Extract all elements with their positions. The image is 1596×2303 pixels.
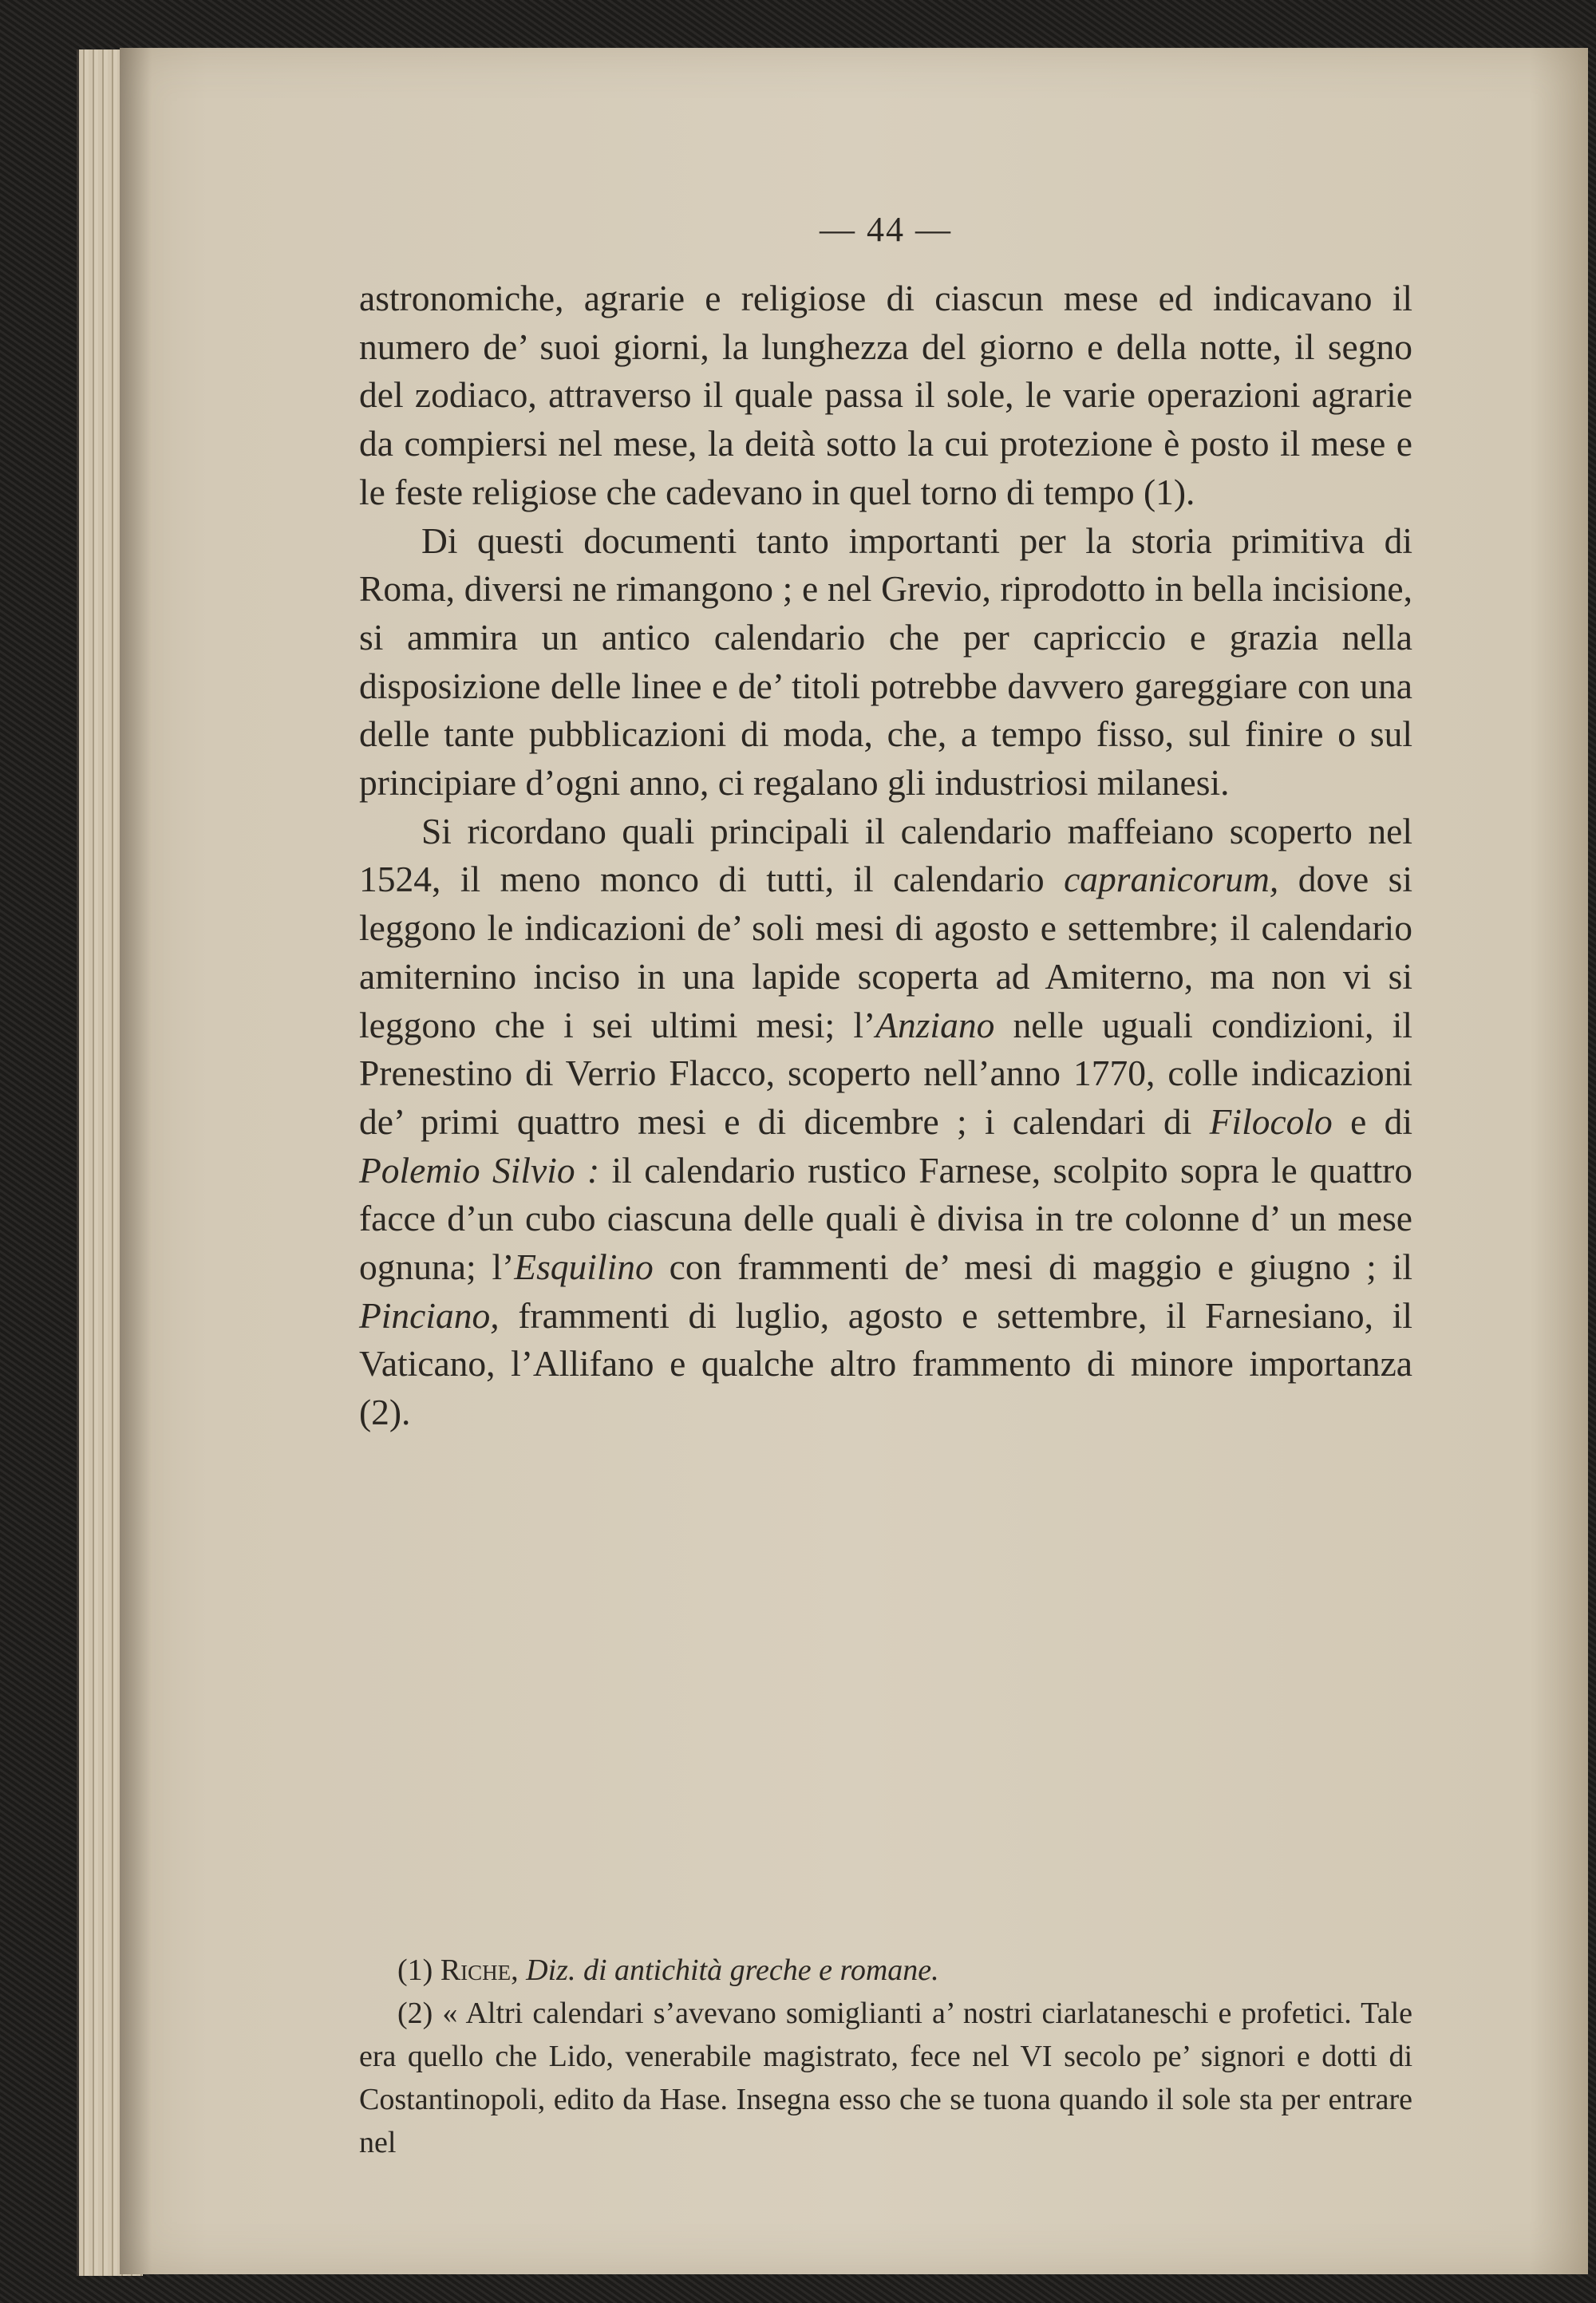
italic-anziano: Anziano: [875, 1004, 995, 1045]
paragraph-3-text-c: nelle uguali condizioni, il Prenestino di Verrio Flacco, scoperto nell’anno 1770, colle indicazioni de’ primi quattro mesi e di dicembre ; i calendari di: [359, 1004, 1412, 1142]
paragraph-3-text-f: con frammenti de’ mesi di maggio e giugno ; il: [653, 1246, 1412, 1288]
paragraph-2: Di questi documenti tanto importanti per la storia primitiva di Roma, diversi ne rimangono ; e nel Grevio, riprodotto in bella incisione, si ammira un antico calendario che per capriccio e grazia nella disposizione delle linee e de’ titoli potrebbe davvero gareggiare con una delle tante pubblicazioni di moda, che, a tempo fisso, sul finire o sul principiare d’ogni anno, ci regalano gli industriosi milanesi.: [359, 519, 1412, 804]
paragraph-3-text-e: il calendario rustico Farnese, scolpito sopra le quattro facce d’un cubo ciascuna delle quali è divisa in tre colonne d’ un mese ognuna; l’: [359, 1149, 1413, 1288]
italic-pinciano: Pinciano,: [359, 1294, 500, 1336]
italic-polemio-silvio: Polemio Silvio :: [359, 1149, 600, 1191]
body-text: [359, 275, 1412, 1437]
paragraph-3-text-d: e di: [1332, 1100, 1412, 1142]
paragraph-1: astronomiche, agrarie e religiose di ciascun mese ed indicavano il numero de’ suoi giorni, la lunghezza del giorno e della notte, il segno del zodiaco, attraverso il quale passa il sole, le varie operazioni agrarie da compiersi nel mese, la deità sotto la cui protezione è posto il mese e le feste religiose che cadevano in quel torno di tempo (1).: [359, 278, 1412, 512]
footnote-1: [359, 1949, 1412, 1992]
footnote-1-mark: (1): [397, 1953, 433, 1987]
italic-capranicorum: capranicorum,: [1064, 859, 1279, 900]
binding-shadow: [120, 48, 152, 2274]
footnote-1-title: Diz. di antichità greche e romane.: [526, 1953, 939, 1987]
paragraph-3-text-b: dove si leggono le indicazioni de’ soli mesi di agosto e settembre; il calendario amiternino inciso in una lapide scoperta ad Amiterno, ma non vi si leggono che i sei ultimi mesi; l’: [359, 859, 1412, 1045]
paragraph-3: [359, 808, 1412, 1437]
footnote-2: (2) « Altri calendari s’avevano somiglianti a’ nostri ciarlataneschi e profetici. Tale era quello che Lido, venerabile magistrato, fece nel VI secolo pe’ signori e dotti di Costantinopoli, edito da Hase. Insegna esso che se tuona quando il sole sta per entrare nel: [359, 1997, 1412, 2159]
footnotes: [359, 1949, 1412, 2164]
italic-esquilino: Esquilino: [514, 1246, 654, 1288]
paragraph-3-text-a: Si ricordano quali principali il calendario maffeiano scoperto nel 1524, il meno monco di tutti, il calendario: [359, 810, 1412, 900]
paragraph-3-text-g: frammenti di luglio, agosto e settembre, il Farnesiano, il Vaticano, l’Allifano e qualche altro frammento di minore importanza (2).: [359, 1294, 1412, 1433]
italic-filocolo: Filocolo: [1209, 1100, 1333, 1142]
page-number: — 44 —: [820, 210, 952, 249]
footnote-1-author: Riche,: [440, 1953, 519, 1987]
